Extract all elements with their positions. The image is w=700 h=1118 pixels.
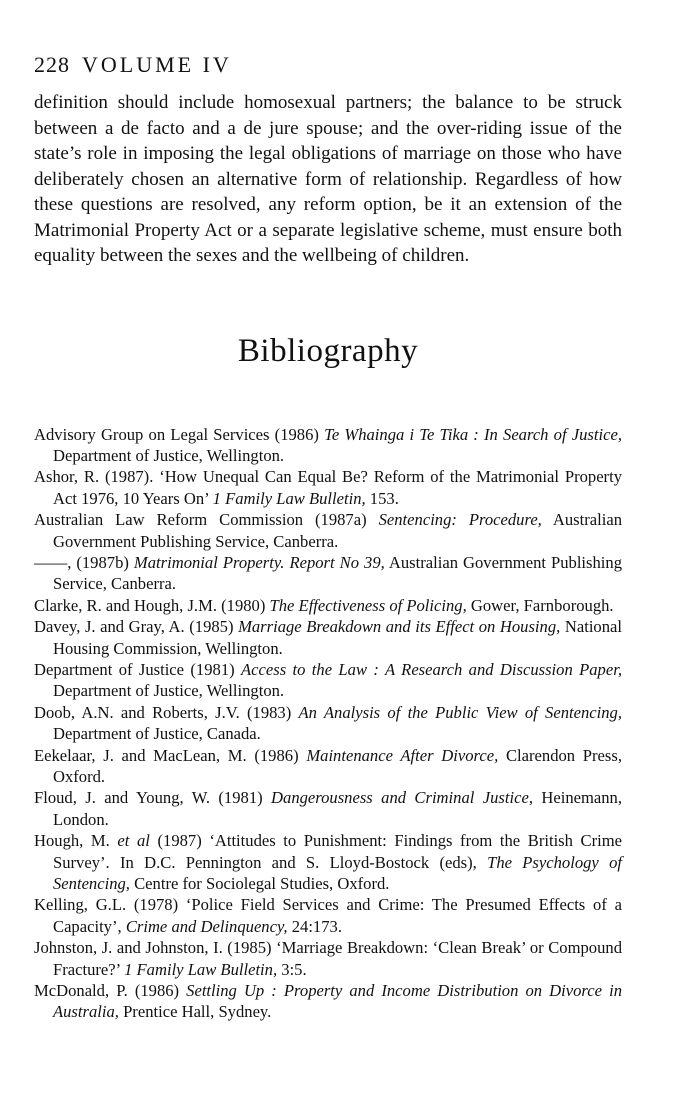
bibliography-entry: Ashor, R. (1987). ‘How Unequal Can Equal Be? Reform of the Matrimonial Property Act 1976, 10 Years On’ 1 Family Law Bulletin, 153. (34, 467, 622, 508)
bibliography-entry: Doob, A.N. and Roberts, J.V. (1983) An Analysis of the Public View of Sentencing, Department of Justice, Canada. (34, 702, 623, 744)
intro-paragraph: definition should include homosexual partners; the balance to be struck between a de facto and a de jure spouse; and the over-riding issue of the state’s role in imposing the legal obligations of marriage on those who have deliberately chosen an alternative form of relationship. Regardless of how these questions are resolved, any reform option, be it an extension of the Matrimonial Property Act or a separate legislative scheme, must ensure both equality between the sexes and the wellbeing of children. (34, 92, 622, 266)
page-number: 228 (34, 52, 70, 77)
bibliography-list (34, 424, 622, 1023)
bibliography-entry: Advisory Group on Legal Services (1986) Te Whainga i Te Tika : In Search of Justice, Department of Justice, Wellington. (34, 424, 622, 465)
bibliography-entry: Davey, J. and Gray, A. (1985) Marriage Breakdown and its Effect on Housing, National Housing Commission, Wellington. (34, 617, 623, 658)
bibliography-entry: Clarke, R. and Hough, J.M. (1980) The Effectiveness of Policing, Gower, Farnborough. (34, 595, 614, 615)
bibliography-entry: Hough, M. et al (1987) ‘Attitudes to Punishment: Findings from the British Crime Survey’. In D.C. Pennington and S. Lloyd-Bostock (eds), The Psychology of Sentencing, Centre for Sociolegal Studies, Oxford. (34, 831, 623, 894)
bibliography-entry: Johnston, J. and Johnston, I. (1985) ‘Marriage Breakdown: ‘Clean Break’ or Compound Fracture?’ 1 Family Law Bulletin, 3:5. (34, 938, 622, 979)
bibliography-entry: Australian Law Reform Commission (1987a) Sentencing: Procedure, Australian Government Publishing Service, Canberra. (34, 510, 622, 551)
bibliography-heading: Bibliography (237, 332, 419, 369)
bibliography-entry: Department of Justice (1981) Access to the Law : A Research and Discussion Paper, Department of Justice, Wellington. (34, 659, 622, 701)
bibliography-entry: Kelling, G.L. (1978) ‘Police Field Services and Crime: The Presumed Effects of a Capacity’, Crime and Delinquency, 24:173. (34, 895, 622, 936)
document-page (34, 50, 622, 1023)
bibliography-entry: Floud, J. and Young, W. (1981) Dangerousness and Criminal Justice, Heinemann, London. (34, 788, 622, 829)
running-title: VOLUME IV (82, 52, 232, 77)
bibliography-entry: McDonald, P. (1986) Settling Up : Property and Income Distribution on Divorce in Australia, Prentice Hall, Sydney. (34, 981, 622, 1022)
bibliography-entry: ——, (1987b) Matrimonial Property. Report No 39, Australian Government Publishing Service, Canberra. (34, 552, 622, 594)
running-header (34, 50, 622, 80)
bibliography-entry: Eekelaar, J. and MacLean, M. (1986) Maintenance After Divorce, Clarendon Press, Oxford. (34, 745, 622, 786)
